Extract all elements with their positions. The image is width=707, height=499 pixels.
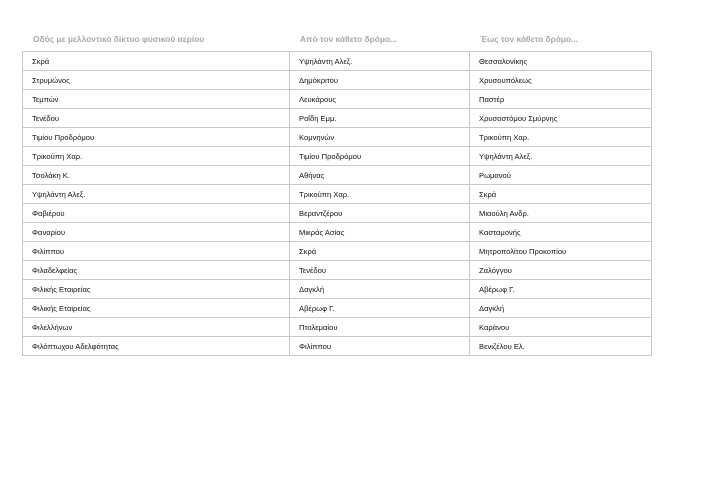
header-to: Έως τον κάθετο δρόμο... — [480, 34, 579, 44]
table-row — [23, 337, 652, 356]
from-cell: Τενέδου — [290, 261, 470, 280]
header-from: Από τον κάθετο δρόμο... — [300, 34, 398, 44]
table-row — [23, 52, 652, 71]
streets-table — [22, 51, 652, 356]
from-cell: Αβέρωφ Γ. — [290, 299, 470, 318]
to-cell: Καράνου — [470, 318, 652, 337]
to-cell: Χρυσουπόλεως — [470, 71, 652, 90]
street-cell: Φιλίππου — [23, 242, 290, 261]
street-cell: Φιλικής Εταιρείας — [23, 280, 290, 299]
to-cell: Τρικούπη Χαρ. — [470, 128, 652, 147]
from-cell: Δημόκριτου — [290, 71, 470, 90]
street-cell: Φιλελλήνων — [23, 318, 290, 337]
from-cell: Υψηλάντη Αλεξ. — [290, 52, 470, 71]
document-page — [22, 27, 651, 356]
from-cell: Πτολεμαίου — [290, 318, 470, 337]
from-cell: Κομνηνών — [290, 128, 470, 147]
from-cell: Τιμίου Προδρόμου — [290, 147, 470, 166]
street-cell: Τσολάκη Κ. — [23, 166, 290, 185]
to-cell: Δαγκλή — [470, 299, 652, 318]
table-row — [23, 90, 652, 109]
table-row — [23, 242, 652, 261]
from-cell: Σκρά — [290, 242, 470, 261]
street-cell: Στρυμώνος — [23, 71, 290, 90]
to-cell: Ρωμανού — [470, 166, 652, 185]
table-row — [23, 204, 652, 223]
table-row — [23, 318, 652, 337]
street-cell: Τενέδου — [23, 109, 290, 128]
table-row — [23, 166, 652, 185]
from-cell: Λευκάρους — [290, 90, 470, 109]
to-cell: Ζαλόγγου — [470, 261, 652, 280]
table-row — [23, 185, 652, 204]
street-cell: Τρικούπη Χαρ. — [23, 147, 290, 166]
table-row — [23, 223, 652, 242]
table-row — [23, 109, 652, 128]
to-cell: Σκρά — [470, 185, 652, 204]
street-cell: Φαβιέρου — [23, 204, 290, 223]
table-body — [23, 52, 652, 356]
street-cell: Φιλαδελφείας — [23, 261, 290, 280]
to-cell: Κασταμονής — [470, 223, 652, 242]
table-row — [23, 261, 652, 280]
street-cell: Τιμίου Προδρόμου — [23, 128, 290, 147]
to-cell: Μιαούλη Ανδρ. — [470, 204, 652, 223]
from-cell: Βεραντζέρου — [290, 204, 470, 223]
to-cell: Παστέρ — [470, 90, 652, 109]
street-cell: Φαναρίου — [23, 223, 290, 242]
from-cell: Ροΐδη Εμμ. — [290, 109, 470, 128]
header-street: Οδός με μελλοντικό δίκτυο φυσικού αερίου — [33, 34, 205, 44]
to-cell: Χρυσοστόμου Σμύρνης — [470, 109, 652, 128]
to-cell: Θεσσαλονίκης — [470, 52, 652, 71]
street-cell: Φιλικής Εταιρείας — [23, 299, 290, 318]
table-row — [23, 71, 652, 90]
street-cell: Υψηλάντη Αλεξ. — [23, 185, 290, 204]
to-cell: Βενιζέλου Ελ. — [470, 337, 652, 356]
street-cell: Σκρά — [23, 52, 290, 71]
to-cell: Μητροπολίτου Προκοπίου — [470, 242, 652, 261]
from-cell: Αθήνας — [290, 166, 470, 185]
street-cell: Φιλόπτωχου Αδελφότητας — [23, 337, 290, 356]
to-cell: Υψηλάντη Αλεξ. — [470, 147, 652, 166]
to-cell: Αβέρωφ Γ. — [470, 280, 652, 299]
table-row — [23, 280, 652, 299]
from-cell: Φιλίππου — [290, 337, 470, 356]
from-cell: Τρικούπη Χαρ. — [290, 185, 470, 204]
table-row — [23, 128, 652, 147]
street-cell: Τεμπών — [23, 90, 290, 109]
from-cell: Δαγκλή — [290, 280, 470, 299]
table-header — [22, 27, 651, 51]
table-row — [23, 299, 652, 318]
table-row — [23, 147, 652, 166]
from-cell: Μικράς Ασίας — [290, 223, 470, 242]
